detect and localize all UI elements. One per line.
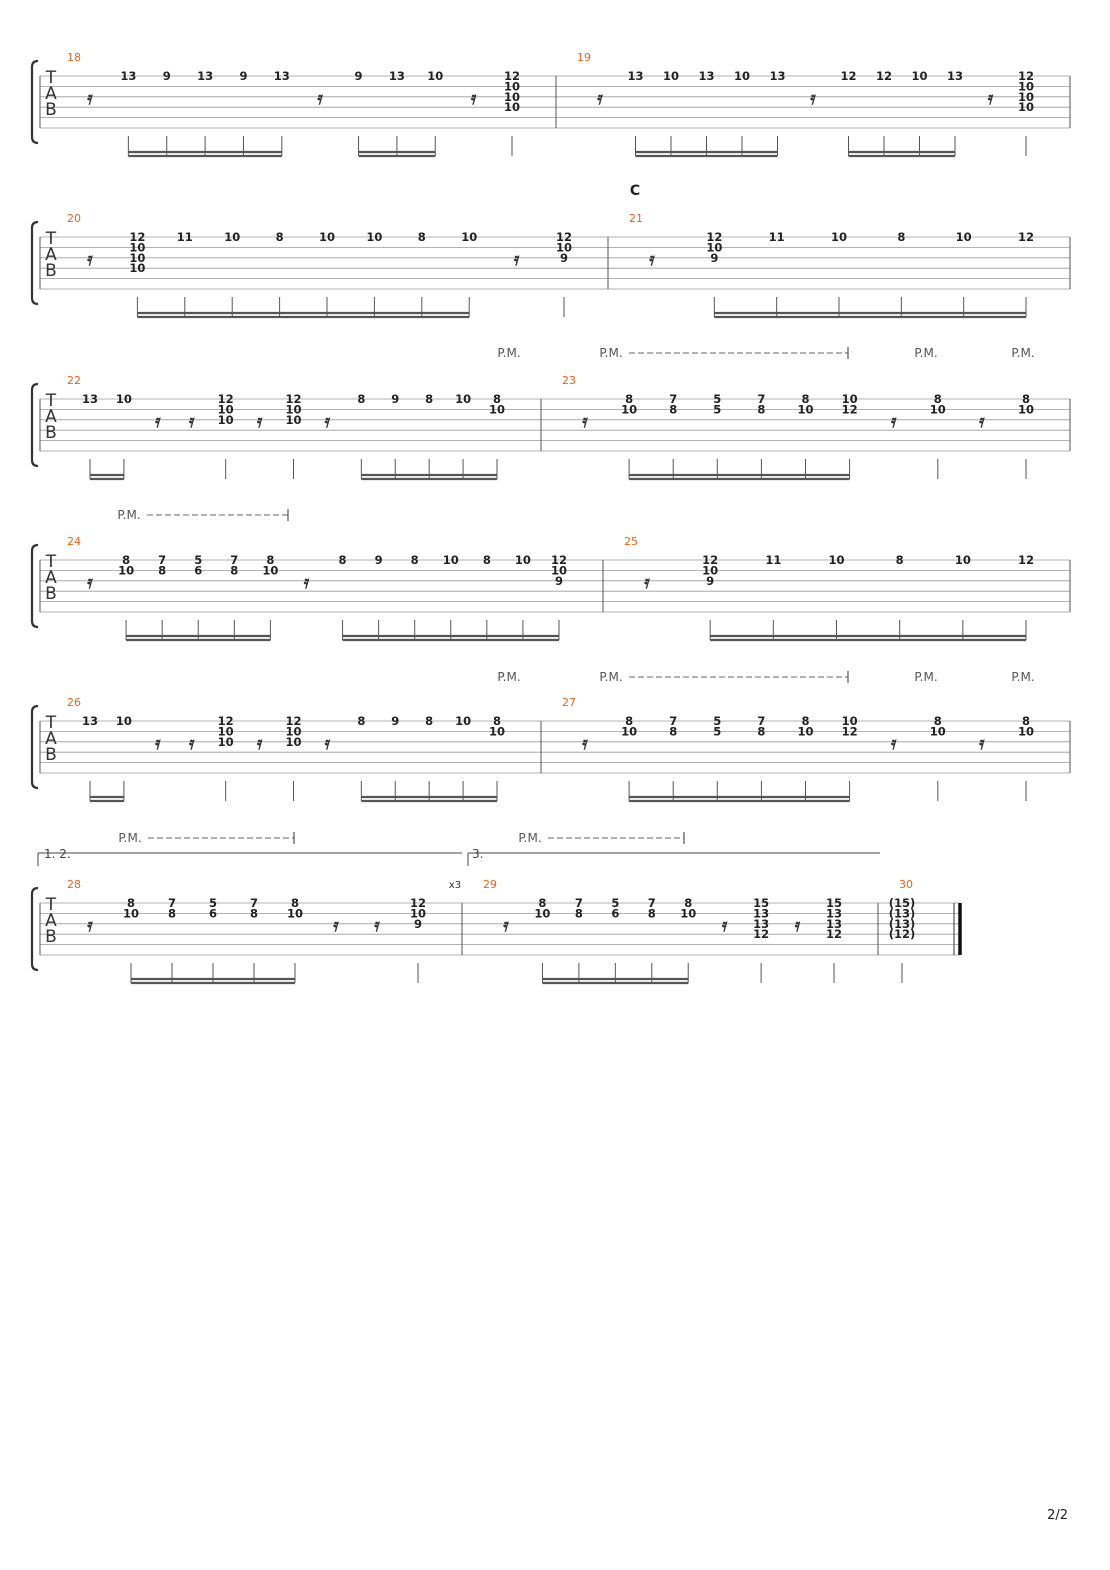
fret-number: (15) [888, 896, 916, 910]
fret-number: 7 [757, 714, 766, 728]
fret-number: 10 [830, 230, 848, 244]
fret-number: 10 [366, 230, 383, 244]
fret-number: 10 [514, 553, 531, 567]
fret-number: 10 [797, 402, 814, 417]
tab-clef-letter: T [45, 229, 57, 249]
rest-symbol: 𝄿 [324, 411, 331, 432]
fret-number: 11 [765, 553, 782, 567]
fret-number: 10 [442, 553, 459, 567]
fret-number: 5 [713, 402, 722, 417]
fret-number: 10 [285, 412, 302, 427]
fret-number: 10 [621, 402, 638, 417]
fret-number: 9 [559, 250, 569, 265]
fret-number: 7 [158, 553, 167, 567]
page-number: 2/2 [1047, 1508, 1068, 1523]
tab-system-3 [32, 384, 1070, 479]
rest-symbol: 𝄿 [979, 411, 985, 432]
rest-symbol: 𝄿 [582, 733, 588, 754]
measure-number: 26 [67, 696, 81, 709]
rest-symbol: 𝄿 [155, 733, 161, 754]
fret-number: 15 [753, 896, 770, 910]
fret-number: 10 [1017, 89, 1035, 104]
rest-symbol: 𝄿 [324, 733, 331, 754]
fret-number: 8 [492, 392, 502, 406]
measure-number: 27 [562, 696, 576, 709]
fret-number: 13 [81, 714, 99, 728]
fret-number: 10 [262, 563, 279, 578]
fret-number: 10 [955, 230, 972, 244]
fret-number: 8 [249, 906, 259, 921]
fret-number: 10 [680, 906, 697, 921]
fret-number: 10 [550, 563, 568, 578]
fret-number: (12) [888, 927, 916, 942]
system-bracket [32, 545, 38, 627]
fret-number: 8 [1021, 392, 1031, 406]
tab-clef-letter: B [45, 745, 57, 765]
fret-number: 13 [753, 916, 770, 931]
rest-symbol: 𝄿 [582, 411, 588, 432]
fret-number: 10 [841, 392, 858, 406]
fret-number: 8 [647, 906, 656, 921]
fret-number: 10 [217, 724, 234, 739]
fret-number: 5 [713, 724, 722, 739]
fret-number: 7 [669, 714, 678, 728]
rest-symbol: 𝄿 [256, 733, 263, 754]
fret-number: 8 [266, 553, 275, 567]
measure-number: 19 [577, 51, 591, 64]
rest-symbol: 𝄿 [303, 572, 310, 593]
rest-symbol: 𝄿 [87, 249, 93, 270]
fret-number: 10 [118, 563, 135, 578]
fret-number: 13 [81, 392, 99, 406]
fret-number: 7 [249, 896, 259, 910]
fret-number: 10 [503, 79, 521, 94]
fret-number: 10 [409, 906, 427, 921]
fret-number: 10 [217, 412, 234, 427]
palm-mute-label: P.M. [914, 346, 938, 360]
fret-number: 10 [286, 906, 304, 921]
system-bracket [32, 384, 38, 466]
fret-number: 8 [897, 230, 906, 244]
tab-clef-letter: A [45, 568, 57, 588]
fret-number: 8 [757, 724, 766, 739]
fret-number: 8 [290, 896, 300, 910]
fret-number: 12 [285, 714, 302, 728]
fret-number: 8 [482, 553, 491, 567]
tab-clef-letter: A [45, 729, 57, 749]
fret-number: 6 [611, 906, 620, 921]
fret-number: 7 [167, 896, 177, 910]
rest-symbol: 𝄿 [644, 572, 650, 593]
fret-number: 13 [627, 69, 644, 83]
fret-number: (13) [888, 916, 916, 931]
fret-number: 10 [534, 906, 551, 921]
fret-number: 8 [425, 392, 434, 406]
measure-number: 18 [67, 51, 81, 64]
measure-number: 24 [67, 535, 81, 548]
fret-number: 8 [669, 402, 678, 417]
fret-number: 9 [239, 69, 248, 83]
fret-number: 12 [840, 69, 857, 83]
fret-number: 10 [488, 724, 506, 739]
fret-number: 12 [702, 553, 719, 567]
fret-number: 5 [194, 553, 203, 567]
fret-number: 9 [413, 916, 423, 931]
fret-number: 8 [801, 714, 810, 728]
fret-number: 12 [217, 714, 234, 728]
palm-mute-label: P.M. [1011, 670, 1035, 684]
system-bracket [32, 888, 38, 970]
fret-number: 7 [647, 896, 656, 910]
fret-number: 12 [129, 230, 146, 244]
fret-number: 9 [391, 714, 400, 728]
fret-number: 10 [929, 724, 946, 739]
tab-clef-letter: B [45, 584, 57, 604]
rest-symbol: 𝄿 [470, 88, 477, 109]
palm-mute-label: P.M. [518, 831, 542, 845]
fret-number: 7 [669, 392, 678, 406]
rest-symbol: 𝄿 [87, 572, 93, 593]
rest-symbol: 𝄿 [188, 411, 195, 432]
fret-number: 10 [1017, 100, 1035, 115]
fret-number: 12 [503, 69, 521, 83]
fret-number: 10 [115, 392, 132, 406]
fret-number: 10 [129, 250, 146, 265]
system-bracket [32, 61, 38, 143]
fret-number: 8 [625, 392, 634, 406]
rest-symbol: 𝄿 [87, 915, 93, 936]
fret-number: 15 [825, 896, 843, 910]
fret-number: 12 [825, 927, 843, 942]
fret-number: 12 [875, 69, 893, 83]
fret-number: 10 [954, 553, 971, 567]
fret-number: 8 [492, 714, 502, 728]
fret-number: 8 [338, 553, 347, 567]
tab-clef-letter: B [45, 423, 57, 443]
fret-number: 12 [550, 553, 568, 567]
fret-number: 12 [409, 896, 427, 910]
fret-number: 7 [230, 553, 239, 567]
tab-clef-letter: T [45, 713, 57, 733]
rest-symbol: 𝄿 [597, 88, 603, 109]
rest-symbol: 𝄿 [810, 88, 816, 109]
measure-number: 21 [629, 212, 643, 225]
fret-number: 7 [757, 392, 766, 406]
fret-number: 8 [425, 714, 434, 728]
fret-number: 10 [503, 100, 521, 115]
palm-mute-label: P.M. [117, 508, 141, 522]
fret-number: 8 [684, 896, 693, 910]
fret-number: 8 [275, 230, 284, 244]
measure-number: 23 [562, 374, 576, 387]
fret-number: 8 [757, 402, 766, 417]
tab-clef-letter: A [45, 911, 57, 931]
fret-number: 8 [895, 553, 904, 567]
fret-number: 5 [208, 896, 218, 910]
fret-number: 10 [488, 402, 506, 417]
tab-clef-letter: T [45, 552, 57, 572]
fret-number: 12 [706, 230, 723, 244]
fret-number: 8 [410, 553, 419, 567]
fret-number: 8 [126, 896, 136, 910]
rest-symbol: 𝄿 [513, 249, 520, 270]
fret-number: 12 [841, 724, 858, 739]
fret-number: 10 [318, 230, 336, 244]
fret-number: 8 [167, 906, 177, 921]
system-bracket [32, 706, 38, 788]
measure-number: 22 [67, 374, 81, 387]
rest-symbol: 𝄿 [890, 411, 897, 432]
fret-number: 10 [1017, 724, 1035, 739]
fret-number: 10 [217, 402, 234, 417]
fret-number: 6 [194, 563, 203, 578]
fret-number: 10 [122, 906, 140, 921]
fret-number: 12 [1017, 69, 1035, 83]
rest-symbol: 𝄿 [503, 915, 509, 936]
fret-number: 8 [357, 714, 366, 728]
fret-number: 10 [662, 69, 680, 83]
fret-number: 12 [217, 392, 234, 406]
rest-symbol: 𝄿 [155, 411, 161, 432]
fret-number: 5 [713, 392, 722, 406]
fret-number: 10 [911, 69, 928, 83]
measure-number: 29 [483, 878, 497, 891]
fret-number: 10 [455, 392, 472, 406]
tab-clef-letter: A [45, 245, 57, 265]
rest-symbol: 𝄿 [188, 733, 195, 754]
rest-symbol: 𝄿 [374, 915, 380, 936]
palm-mute-label: P.M. [1011, 346, 1035, 360]
fret-number: 9 [374, 553, 383, 567]
fret-number: 5 [611, 896, 620, 910]
fret-number: (13) [888, 906, 916, 921]
section-marker: C [629, 183, 641, 199]
fret-number: 10 [129, 261, 146, 276]
fret-number: 10 [555, 240, 573, 255]
rest-symbol: 𝄿 [333, 915, 339, 936]
fret-number: 12 [1017, 553, 1035, 567]
rest-symbol: 𝄿 [979, 733, 985, 754]
fret-number: 10 [1017, 402, 1035, 417]
fret-number: 12 [753, 927, 770, 942]
fret-number: 8 [1021, 714, 1031, 728]
fret-number: 13 [753, 906, 770, 921]
fret-number: 10 [427, 69, 444, 83]
measure-number: 28 [67, 878, 81, 891]
fret-number: 10 [621, 724, 638, 739]
fret-number: 10 [285, 724, 302, 739]
tab-clef-letter: B [45, 261, 57, 281]
fret-number: 8 [933, 714, 942, 728]
fret-number: 13 [825, 916, 843, 931]
fret-number: 10 [841, 714, 858, 728]
rest-symbol: 𝄿 [87, 88, 93, 109]
fret-number: 6 [208, 906, 218, 921]
fret-number: 11 [768, 230, 785, 244]
fret-number: 10 [828, 553, 845, 567]
fret-number: 10 [115, 714, 132, 728]
fret-number: 9 [554, 573, 564, 588]
fret-number: 13 [769, 69, 786, 83]
tab-clef-letter: T [45, 68, 57, 88]
measure-number: 25 [624, 535, 638, 548]
fret-number: 13 [273, 69, 290, 83]
fret-number: 10 [217, 734, 234, 749]
tab-system-5 [32, 706, 1070, 801]
tab-clef-letter: A [45, 84, 57, 104]
rest-symbol: 𝄿 [890, 733, 897, 754]
fret-number: 13 [698, 69, 715, 83]
fret-number: 9 [391, 392, 400, 406]
measure-number: 20 [67, 212, 81, 225]
fret-number: 9 [706, 573, 715, 588]
fret-number: 7 [574, 896, 583, 910]
rest-symbol: 𝄿 [317, 88, 323, 109]
fret-number: 10 [461, 230, 478, 244]
rest-symbol: 𝄿 [721, 915, 728, 936]
fret-number: 12 [555, 230, 573, 244]
fret-number: 13 [388, 69, 405, 83]
fret-number: 9 [710, 250, 719, 265]
fret-number: 12 [285, 392, 302, 406]
fret-number: 10 [733, 69, 751, 83]
fret-number: 8 [933, 392, 942, 406]
fret-number: 10 [503, 89, 521, 104]
tab-clef-letter: T [45, 895, 57, 915]
fret-number: 8 [625, 714, 634, 728]
fret-number: 10 [129, 240, 146, 255]
palm-mute-label: P.M. [914, 670, 938, 684]
fret-number: 10 [706, 240, 723, 255]
system-bracket [32, 222, 38, 304]
fret-number: 10 [224, 230, 241, 244]
fret-number: 13 [120, 69, 137, 83]
fret-number: 9 [162, 69, 171, 83]
palm-mute-label: P.M. [599, 670, 623, 684]
rest-symbol: 𝄿 [987, 88, 994, 109]
fret-number: 8 [801, 392, 810, 406]
tab-clef-letter: B [45, 100, 57, 120]
fret-number: 8 [230, 563, 239, 578]
fret-number: 10 [285, 734, 302, 749]
fret-number: 13 [825, 906, 843, 921]
palm-mute-label: P.M. [497, 346, 521, 360]
fret-number: 8 [158, 563, 167, 578]
fret-number: 11 [176, 230, 193, 244]
tab-clef-letter: T [45, 391, 57, 411]
fret-number: 8 [122, 553, 131, 567]
fret-number: 8 [669, 724, 678, 739]
fret-number: 12 [1017, 230, 1035, 244]
fret-number: 8 [417, 230, 426, 244]
rest-symbol: 𝄿 [794, 915, 801, 936]
fret-number: 8 [538, 896, 547, 910]
palm-mute-label: P.M. [497, 670, 521, 684]
fret-number: 10 [702, 563, 719, 578]
fret-number: 12 [841, 402, 858, 417]
fret-number: 13 [197, 69, 214, 83]
palm-mute-label: P.M. [599, 346, 623, 360]
rest-symbol: 𝄿 [256, 411, 263, 432]
repeat-count: x3 [448, 880, 462, 891]
fret-number: 10 [797, 724, 814, 739]
fret-number: 9 [354, 69, 363, 83]
fret-number: 5 [713, 714, 722, 728]
volta-label-3: 3. [472, 847, 484, 861]
fret-number: 10 [455, 714, 472, 728]
measure-number: 30 [899, 878, 913, 891]
fret-number: 10 [929, 402, 946, 417]
tab-clef-letter: B [45, 927, 57, 947]
fret-number: 10 [285, 402, 302, 417]
fret-number: 8 [357, 392, 366, 406]
rest-symbol: 𝄿 [649, 249, 655, 270]
fret-number: 13 [946, 69, 964, 83]
tab-clef-letter: A [45, 407, 57, 427]
palm-mute-label: P.M. [118, 831, 142, 845]
fret-number: 8 [574, 906, 583, 921]
fret-number: 10 [1017, 79, 1035, 94]
volta-label-1-2: 1. 2. [44, 847, 71, 861]
